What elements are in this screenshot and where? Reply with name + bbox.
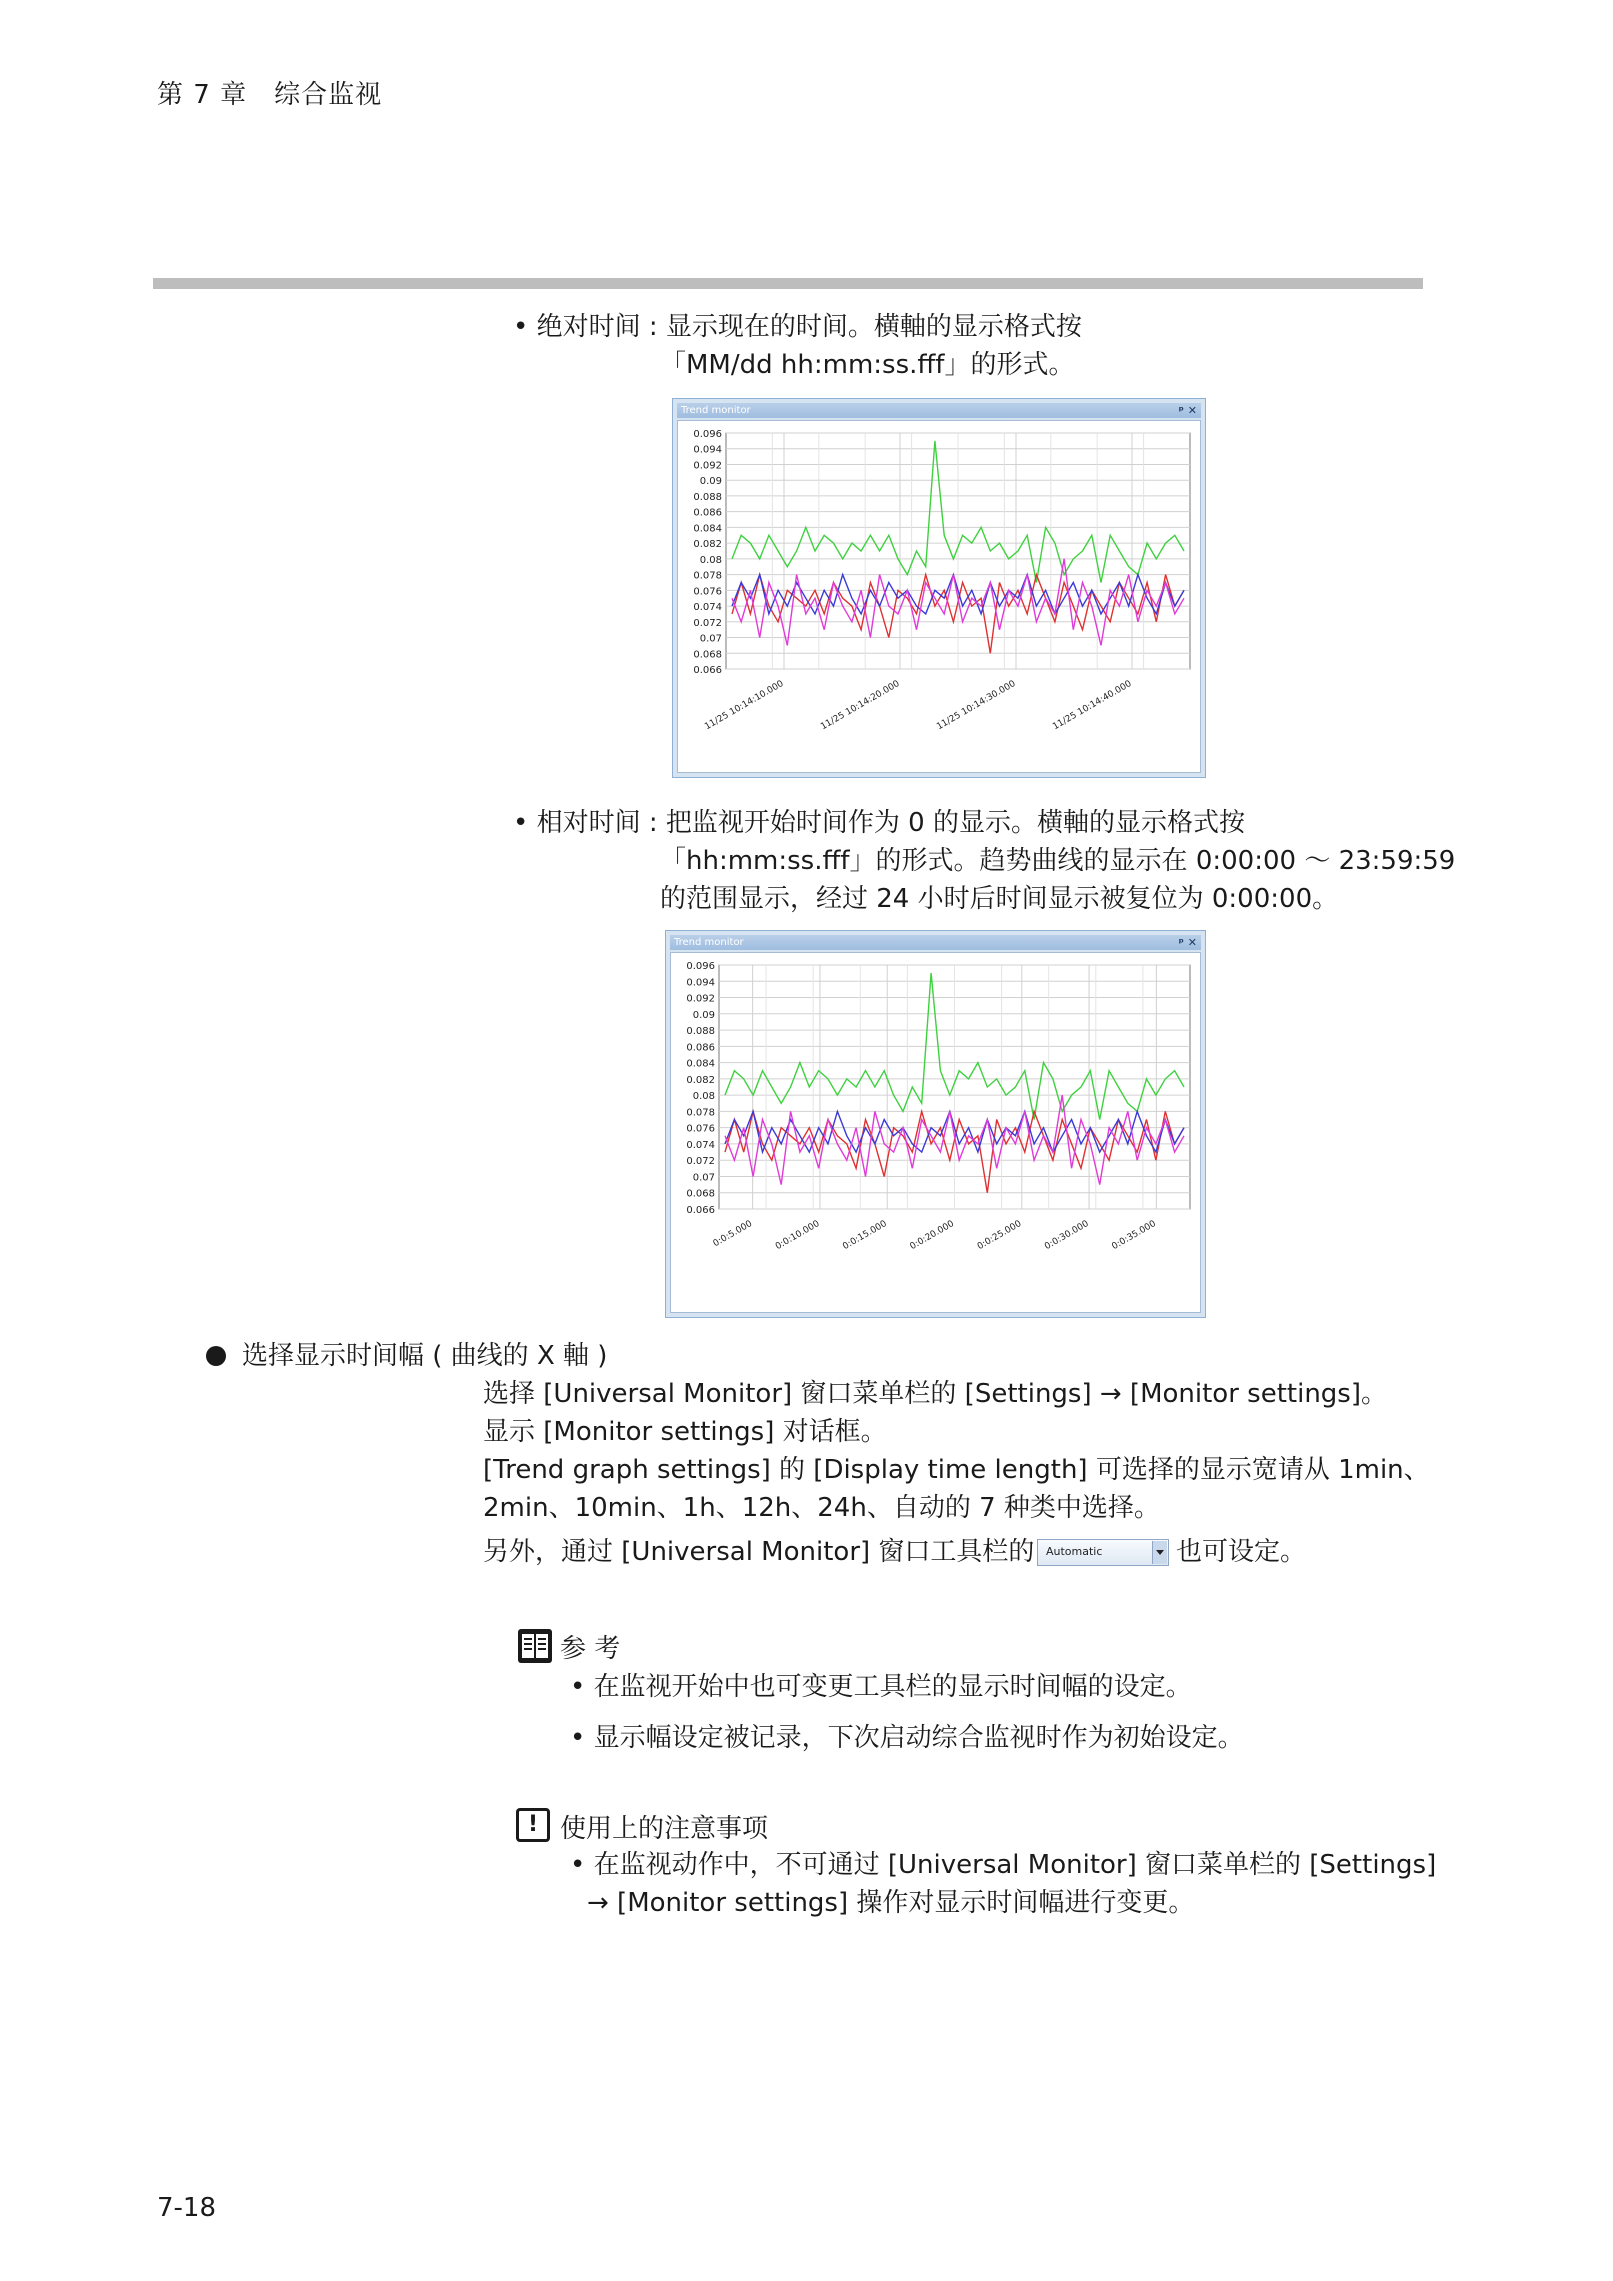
y-tick-label: 0.088	[693, 491, 722, 503]
y-tick-label: 0.094	[686, 977, 715, 989]
y-tick-label: 0.082	[693, 539, 722, 551]
x-tick-label: 0:0:35.000	[1110, 1218, 1158, 1253]
y-tick-label: 0.08	[699, 554, 722, 566]
y-tick-label: 0.072	[686, 1156, 715, 1168]
y-tick-label: 0.086	[693, 507, 722, 519]
paragraph-5a: 另外，通过 [Universal Monitor] 窗口工具栏的	[483, 1537, 1035, 1567]
y-tick-label: 0.096	[693, 429, 722, 440]
y-tick-label: 0.068	[693, 649, 722, 661]
y-tick-label: 0.086	[686, 1042, 715, 1054]
trend-monitor-window-relative[interactable]	[665, 930, 1206, 1318]
chapter-header: 第 7 章 综合监视	[157, 80, 383, 110]
trend-chart-absolute	[678, 421, 1202, 774]
paragraph-1: 选择 [Universal Monitor] 窗口菜单栏的 [Settings] → [Monitor settings]。	[483, 1379, 1387, 1409]
chevron-down-icon[interactable]	[1152, 1541, 1167, 1564]
y-tick-label: 0.078	[693, 570, 722, 582]
window-title: Trend monitor	[674, 937, 744, 948]
y-tick-label: 0.068	[686, 1188, 715, 1200]
bullet-icon	[206, 1346, 226, 1366]
y-tick-label: 0.07	[692, 1172, 715, 1184]
abs-time-line2: 「MM/dd hh:mm:ss.fff」的形式。	[660, 350, 1075, 380]
pin-close-icons[interactable]: ᵖ ✕	[1178, 936, 1197, 949]
y-tick-label: 0.066	[693, 665, 722, 676]
section-divider	[153, 278, 1423, 289]
y-tick-label: 0.076	[686, 1123, 715, 1135]
y-tick-label: 0.09	[699, 476, 722, 488]
reference-item-2: • 显示幅设定被记录，下次启动综合监视时作为初始设定。	[570, 1723, 1244, 1753]
chart-area	[677, 420, 1201, 773]
caution-icon: !	[516, 1808, 550, 1842]
paragraph-3: [Trend graph settings] 的 [Display time length] 可选择的显示宽请从 1min、	[483, 1455, 1430, 1485]
x-tick-label: 11/25 10:14:40.000	[1051, 678, 1134, 733]
trend-chart-relative	[671, 953, 1202, 1314]
display-time-combo[interactable]	[1037, 1539, 1169, 1566]
pin-close-icons[interactable]: ᵖ ✕	[1178, 404, 1197, 417]
y-tick-label: 0.07	[699, 633, 722, 645]
abs-time-line1: • 绝对时间 : 显示现在的时间。横軸的显示格式按	[513, 312, 1082, 342]
y-tick-label: 0.096	[686, 961, 715, 972]
y-tick-label: 0.09	[692, 1009, 715, 1021]
section-heading: 选择显示时间幅 ( 曲线的 X 軸 )	[242, 1341, 608, 1371]
combo-value: Automatic	[1046, 1545, 1103, 1558]
trend-monitor-window-absolute[interactable]	[672, 398, 1206, 778]
y-tick-label: 0.072	[693, 617, 722, 629]
window-title: Trend monitor	[681, 405, 751, 416]
paragraph-5b: 也可设定。	[1176, 1537, 1307, 1567]
x-tick-label: 11/25 10:14:10.000	[703, 678, 786, 733]
y-tick-label: 0.084	[686, 1058, 715, 1070]
book-icon	[516, 1626, 554, 1666]
reference-item-1: • 在监视开始中也可变更工具栏的显示时间幅的设定。	[570, 1672, 1192, 1702]
x-tick-label: 0:0:25.000	[975, 1218, 1024, 1253]
rel-time-line1: • 相对时间 : 把监视开始时间作为 0 的显示。横軸的显示格式按	[513, 808, 1245, 838]
y-tick-label: 0.076	[693, 586, 722, 598]
rel-time-line2: 「hh:mm:ss.fff」的形式。趋势曲线的显示在 0:00:00 ～ 23:59:59	[660, 846, 1456, 876]
y-tick-label: 0.084	[693, 523, 722, 535]
y-tick-label: 0.088	[686, 1026, 715, 1038]
page-number: 7-18	[157, 2193, 217, 2223]
paragraph-4: 2min、10min、1h、12h、24h、自动的 7 种类中选择。	[483, 1493, 1160, 1523]
x-tick-label: 11/25 10:14:20.000	[819, 678, 902, 733]
x-tick-label: 0:0:5.000	[711, 1218, 755, 1250]
x-tick-label: 0:0:15.000	[841, 1218, 889, 1253]
caution-title: 使用上的注意事项	[560, 1814, 769, 1844]
y-tick-label: 0.094	[693, 444, 722, 456]
y-tick-label: 0.074	[693, 602, 722, 614]
chart-area	[670, 952, 1201, 1313]
x-tick-label: 0:0:20.000	[908, 1218, 956, 1253]
rel-time-line3: 的范围显示，经过 24 小时后时间显示被复位为 0:00:00。	[660, 884, 1339, 914]
y-tick-label: 0.08	[692, 1091, 715, 1103]
y-tick-label: 0.078	[686, 1107, 715, 1119]
x-tick-label: 11/25 10:14:30.000	[935, 678, 1018, 733]
window-titlebar[interactable]	[677, 403, 1201, 418]
y-tick-label: 0.092	[693, 460, 722, 472]
x-tick-label: 0:0:30.000	[1043, 1218, 1091, 1253]
y-tick-label: 0.074	[686, 1139, 715, 1151]
x-tick-label: 0:0:10.000	[773, 1218, 822, 1253]
caution-item-2: → [Monitor settings] 操作对显示时间幅进行变更。	[587, 1888, 1195, 1918]
y-tick-label: 0.092	[686, 993, 715, 1005]
y-tick-label: 0.066	[686, 1205, 715, 1216]
window-titlebar[interactable]	[670, 935, 1201, 950]
caution-item-1: • 在监视动作中，不可通过 [Universal Monitor] 窗口菜单栏的 [Settings]	[570, 1850, 1437, 1880]
reference-title: 参 考	[560, 1634, 621, 1664]
y-tick-label: 0.082	[686, 1074, 715, 1086]
paragraph-2: 显示 [Monitor settings] 对话框。	[483, 1417, 887, 1447]
